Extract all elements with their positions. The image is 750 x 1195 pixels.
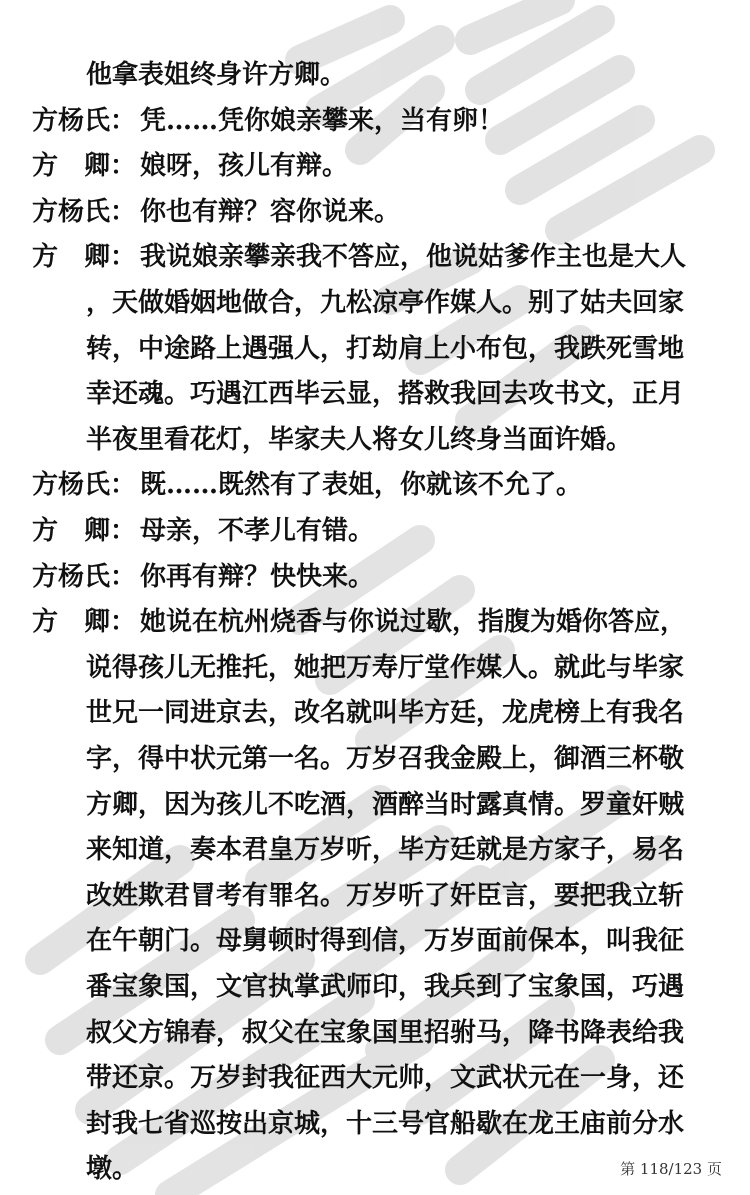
dialogue-text: 在午朝门。母舅顿时得到信，万岁面前保本，叫我征 (86, 926, 685, 957)
dialogue-text: 你再有辩？快快来。 (140, 561, 375, 592)
dialogue-text: 半夜里看花灯，毕家夫人将女儿终身当面许婚。 (86, 424, 633, 455)
speaker-name: 方 卿： (32, 607, 137, 638)
speaker-name: 方 卿： (32, 151, 137, 182)
dialogue-text: 她说在杭州烧香与你说过歇，指腹为婚你答应， (140, 607, 687, 638)
speaker-name: 方 卿： (32, 516, 137, 546)
speaker-name: 方杨氏： (32, 196, 137, 227)
dialogue-text: 来知道，奏本君皇万岁听，毕方廷就是方家子，易名 (86, 835, 685, 866)
dialogue-text: 幸还魂。巧遇江西毕云显，搭救我回去攻书文，正月 (86, 379, 685, 410)
dialogue-text: 方卿，因为孩儿不吃酒，酒醉当时露真情。罗童奸贼 (86, 789, 685, 820)
dialogue-text: 他拿表姐终身许方卿。 (86, 60, 347, 90)
dialogue-text: 墩。 (86, 1154, 139, 1185)
dialogue-text: 母亲，不孝儿有错。 (140, 516, 375, 546)
dialogue-text: 番宝象国，文官执掌武师印，我兵到了宝象国，巧遇 (86, 972, 685, 1002)
speaker-name: 方 卿： (32, 242, 137, 273)
dialogue-text: 你也有辩？容你说来。 (140, 196, 401, 227)
dialogue-text: 娘呀，孩儿有辩。 (140, 151, 349, 182)
speaker-name: 方杨氏： (32, 105, 137, 136)
dialogue-text: 叔父方锦春，叔父在宝象国里招驸马，降书降表给我 (86, 1017, 685, 1048)
dialogue-text: 转，中途路上遇强人，打劫肩上小布包，我跌死雪地 (86, 333, 685, 364)
dialogue-text: 凭……凭你娘亲攀来，当有卵！ (140, 105, 505, 136)
dialogue-text: 字，得中状元第一名。万岁召我金殿上，御酒三杯敬 (86, 744, 685, 774)
dialogue-text: 我说娘亲攀亲我不答应，他说姑爹作主也是大人 (140, 242, 687, 273)
dialogue-text: 封我七省巡按出京城，十三号官船歇在龙王庙前分水 (86, 1108, 685, 1139)
dialogue-text: 改姓欺君冒考有罪名。万岁听了奸臣言，要把我立斩 (86, 880, 685, 911)
dialogue-text: ，天做婚姻地做合，九松凉亭作媒人。别了姑夫回家 (86, 288, 685, 318)
dialogue-text: 既……既然有了表姐，你就该不允了。 (140, 470, 583, 501)
dialogue-text: 说得孩儿无推托，她把万寿厅堂作媒人。就此与毕家 (86, 652, 685, 683)
speaker-name: 方杨氏： (32, 470, 137, 501)
dialogue-text: 带还京。万岁封我征西大元帅，文武状元在一身，还 (86, 1063, 685, 1094)
page-number: 第 118/123 页 (620, 1160, 722, 1178)
speaker-name: 方杨氏： (32, 561, 137, 592)
dialogue-text: 世兄一同进京去，改名就叫毕方廷，龙虎榜上有我名 (86, 698, 685, 729)
